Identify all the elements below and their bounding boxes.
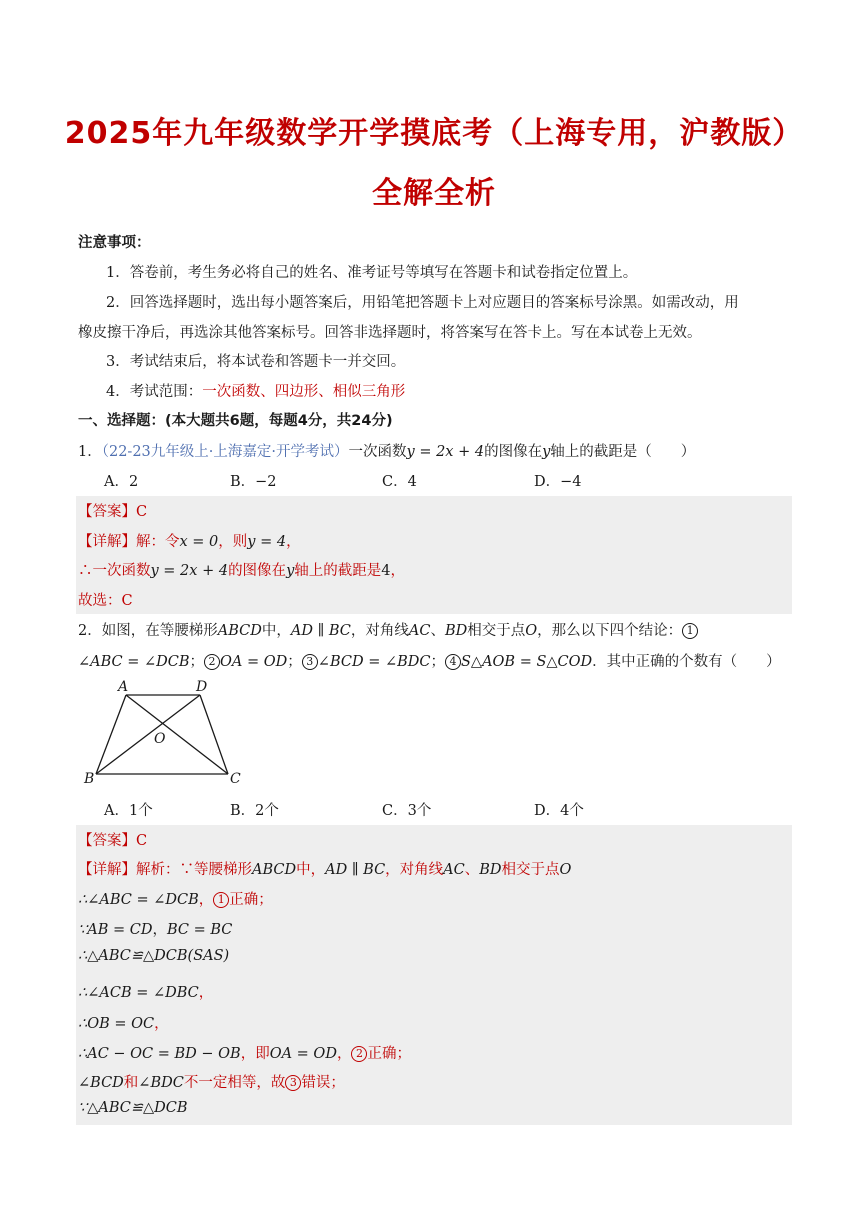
q2-step-6: ∴AC − OC = BD − OB，即OA = OD， 2 正确； [78, 1046, 411, 1062]
label-a: A [118, 679, 129, 695]
q2-option-c: C．3个 [382, 803, 432, 819]
circled-number-1: 1 [682, 623, 698, 639]
question-2-line-1: 2．如图，在等腰梯形ABCD中，AD ∥ BC，对角线AC、BD相交于点O，那么以下四个结论： 1 [78, 619, 698, 640]
q2-step-8: ∵△ABC≌△DCB [78, 1100, 188, 1116]
q2-step-7: ∠BCD和∠BDC不一定相等，故 3 错误； [78, 1075, 345, 1091]
diagonal-ac [126, 695, 228, 774]
q2-answer: 【答案】C [78, 833, 148, 849]
q1-option-c: C．4 [382, 474, 417, 490]
q2-option-a: A．1个 [104, 803, 153, 819]
q1-option-a: A．2 [104, 474, 139, 490]
circled-number-3: 3 [302, 654, 318, 670]
trapezoid-figure [82, 676, 252, 786]
q1-answer: 【答案】C [78, 504, 148, 520]
q1-option-d: D．−4 [534, 474, 582, 490]
notice-item-4: 4．考试范围：一次函数、四边形、相似三角形 [106, 384, 406, 400]
label-d: D [196, 679, 208, 695]
q2-option-b: B．2个 [230, 803, 279, 819]
q2-step-2: ∵AB = CD，BC = BC [78, 922, 233, 938]
page-title: 2025年九年级数学开学摸底考（上海专用，沪教版） [64, 116, 804, 151]
q1-conclusion: 故选：C [78, 593, 133, 609]
circled-number-2: 2 [204, 654, 220, 670]
q1-answer-panel [76, 496, 792, 614]
q1-detail-1: 【详解】解：令x = 0，则y = 4， [78, 534, 301, 550]
label-o: O [154, 731, 166, 747]
question-2-line-2: ∠ABC = ∠DCB； 2 OA = OD； 3 ∠BCD = ∠BDC； 4 S△AOB = S△COD．其中正确的个数有（ ） [78, 654, 781, 670]
label-b: B [84, 771, 95, 786]
q2-step-3: ∴△ABC≌△DCB(SAS) [78, 948, 230, 964]
notice-item-1: 1．答卷前，考生务必将自己的姓名、准考证号等填写在答题卡和试卷指定位置上。 [106, 265, 638, 281]
question-1-stem: 1．（22-23九年级上·上海嘉定·开学考试）一次函数y = 2x + 4的图像在y轴上的截距是（ ） [78, 444, 696, 460]
circled-number-4: 4 [445, 654, 461, 670]
q1-detail-2: ∴一次函数y = 2x + 4的图像在y轴上的截距是4， [78, 563, 405, 579]
section-heading: 一、选择题：(本大题共6题，每题4分，共24分) [78, 413, 393, 429]
segment-dc [200, 695, 228, 774]
page-subtitle: 全解全析 [372, 176, 496, 211]
q2-step-5: ∴OB = OC， [78, 1016, 169, 1032]
q2-step-1: ∴∠ABC = ∠DCB， 1 正确； [78, 892, 273, 908]
q1-option-b: B．−2 [230, 474, 277, 490]
notice-item-3: 3．考试结束后，将本试卷和答题卡一并交回。 [106, 354, 406, 370]
notice-item-2b: 橡皮擦干净后，再选涂其他答案标号。回答非选择题时，将答案写在答卡上。写在本试卷上无效。 [78, 325, 702, 341]
q2-detail-1: 【详解】解析：∵等腰梯形ABCD中，AD ∥ BC，对角线AC、BD相交于点O [78, 862, 572, 878]
exam-scope: 一次函数、四边形、相似三角形 [202, 384, 406, 400]
q2-option-d: D．4个 [534, 803, 584, 819]
question-source: （22-23九年级上·上海嘉定·开学考试） [101, 444, 349, 460]
notice-item-2a: 2．回答选择题时，选出每小题答案后，用铅笔把答题卡上对应题目的答案标号涂黑。如需改动，用 [106, 295, 739, 311]
label-c: C [230, 771, 241, 786]
notice-heading: 注意事项： [78, 235, 151, 251]
q2-step-4: ∴∠ACB = ∠DBC， [78, 985, 214, 1001]
